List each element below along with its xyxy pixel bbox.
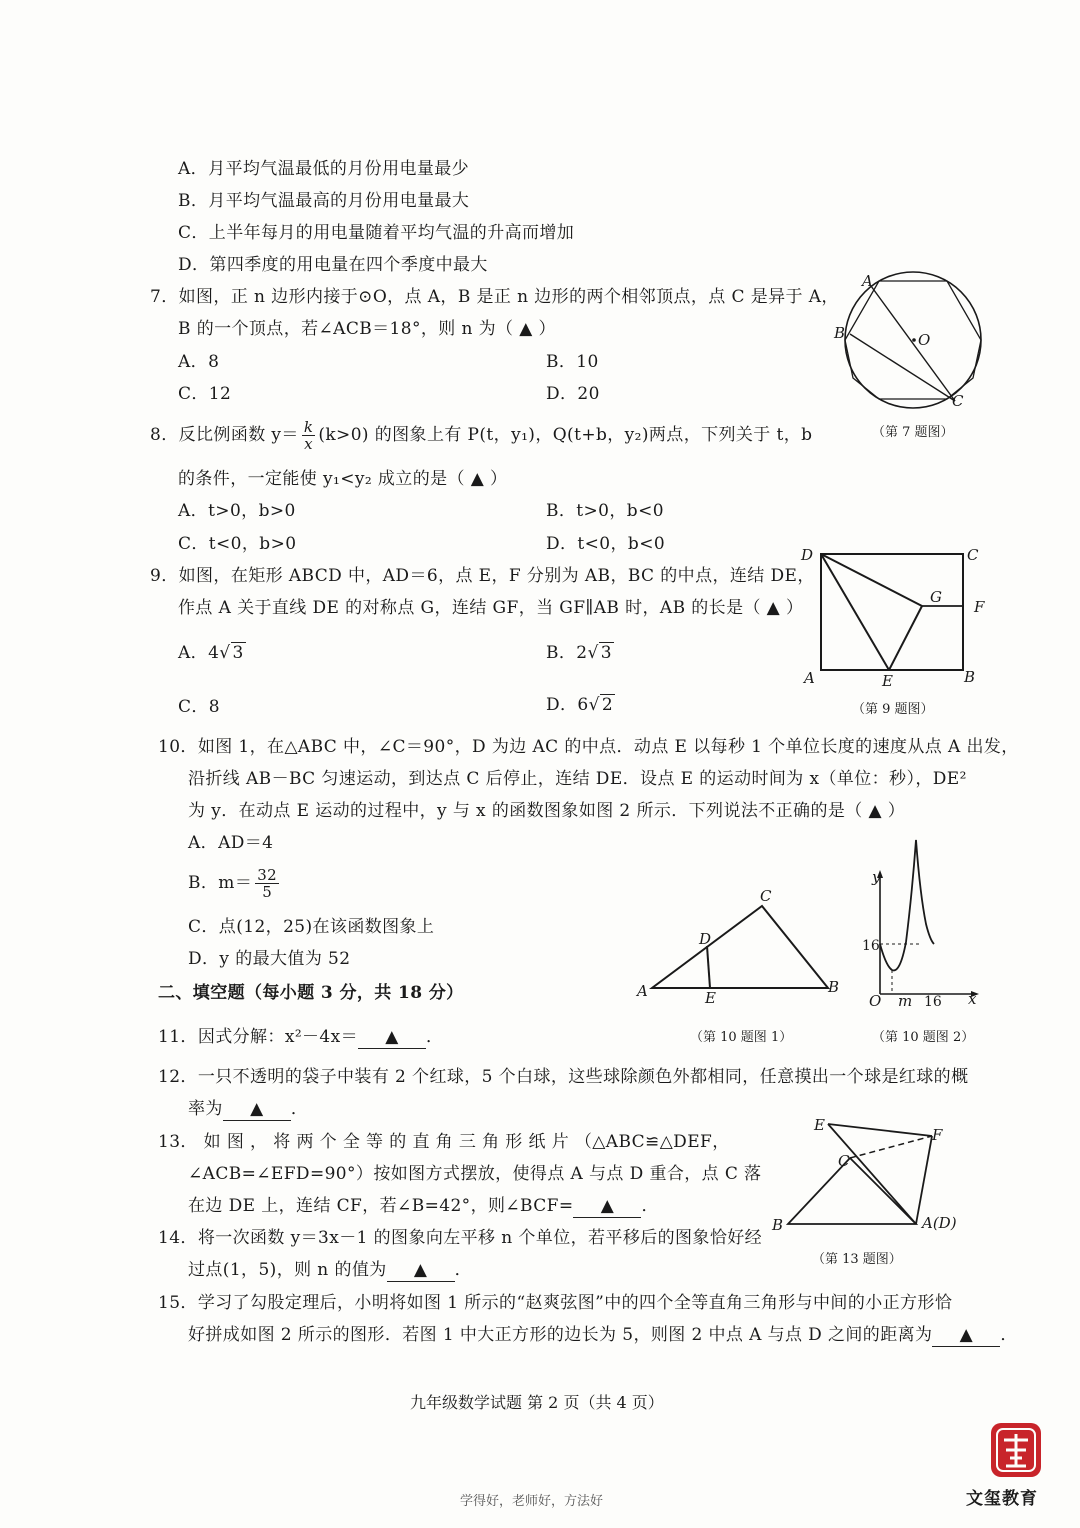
q10-option-c: C．点(12，25)在该函数图象上	[188, 917, 435, 937]
q10-fig2-label-o: O	[869, 992, 882, 1010]
q9-option-c: C．8	[178, 697, 221, 717]
q10-fig1-label-a: A	[637, 982, 648, 1000]
q10-stem-line1: 10．如图 1，在△ABC 中，∠C＝90°，D 为边 AC 的中点．动点 E 以每秒 1 个单位长度的速度从点 A 出发，	[158, 737, 1019, 757]
q9-label-g: G	[930, 588, 942, 606]
q13-label-e: E	[814, 1116, 825, 1134]
q10-caption1: （第 10 题图 1）	[690, 1030, 793, 1045]
q12-end: ．	[290, 1099, 309, 1119]
q12-answer-blank[interactable]: ▲	[223, 1098, 291, 1121]
q9-label-c: C	[967, 546, 979, 564]
q10-fig1-label-e: E	[705, 989, 716, 1007]
q13-stem-line2: ∠ACB=∠EFD=90°）按如图方式摆放，使得点 A 与点 D 重合，点 C 落	[188, 1164, 762, 1184]
q10-option-b-fraction	[255, 867, 279, 900]
q6-option-a: A．月平均气温最低的月份用电量最少	[178, 159, 470, 179]
q7-label-a: A	[862, 272, 873, 290]
q7-option-c: C．12	[178, 384, 232, 404]
q9-label-a: A	[804, 669, 815, 687]
q10-option-b-prefix: B．m＝	[188, 873, 253, 893]
q10-stem-line2: 沿折线 AB－BC 匀速运动，到达点 C 后停止，连结 DE．设点 E 的运动时间为 x（单位：秒），DE²	[188, 769, 967, 789]
q14-line2-prefix: 过点(1，5)，则 n 的值为	[188, 1260, 387, 1280]
q13-label-b: B	[772, 1216, 784, 1234]
q13-end: ．	[641, 1196, 659, 1216]
q9-label-e: E	[882, 672, 893, 690]
q6-option-c: C．上半年每月的用电量随着平均气温的升高而增加	[178, 223, 575, 243]
q7-label-b: B	[834, 324, 846, 342]
q9-caption: （第 9 题图）	[852, 702, 934, 717]
q9-label-d: D	[801, 546, 814, 564]
q14-answer-blank[interactable]: ▲	[387, 1259, 455, 1282]
section-title-fill-blank: 二、填空题（每小题 3 分，共 18 分）	[158, 983, 464, 1003]
q11-answer-blank[interactable]: ▲	[358, 1026, 426, 1049]
q12-stem-line1: 12．一只不透明的袋子中装有 2 个红球，5 个白球，这些球除颜色外都相同，任意摸出一个球是红球的概	[158, 1067, 969, 1087]
q7-stem-line1: 7．如图，正 n 边形内接于⊙O，点 A，B 是正 n 边形的两个相邻顶点，点 C 是异于 A，	[150, 287, 839, 307]
q7-label-o: O	[918, 331, 931, 349]
q9-figure	[796, 540, 996, 690]
q6-option-b: B．月平均气温最高的月份用电量最大	[178, 191, 470, 211]
q13-answer-blank[interactable]: ▲	[573, 1195, 641, 1218]
q10-fig2-label-x16: 16	[924, 994, 942, 1010]
q10-fig1-label-b: B	[828, 978, 840, 996]
q9-option-b: B．2√ 3	[546, 643, 612, 663]
q15-line2	[188, 1324, 1018, 1347]
q8-option-b: B．t>0，b<0	[546, 501, 664, 521]
q9-stem-line1: 9．如图，在矩形 ABCD 中，AD＝6，点 E，F 分别为 AB，BC 的中点，连结 DE，	[150, 566, 815, 586]
q8-stem-line1	[150, 418, 812, 452]
q10-fig2-label-m: m	[898, 992, 913, 1010]
q8-option-a: A．t>0，b>0	[178, 501, 296, 521]
q8-stem-line2: 的条件，一定能使 y₁<y₂ 成立的是（ ▲ ）	[178, 469, 508, 489]
q13-label-c: C	[838, 1152, 850, 1170]
q9-option-d-radicand: 2	[601, 695, 614, 715]
q13-line3	[188, 1195, 659, 1218]
q8-suffix: (k>0) 的图象上有 P(t，y₁)，Q(t+b，y₂)两点，下列关于 t，b	[318, 425, 813, 445]
q9-stem-line2: 作点 A 关于直线 DE 的对称点 G，连结 GF，当 GF∥AB 时，AB 的长是（ ▲ ）	[178, 598, 804, 618]
q13-figure	[766, 1112, 976, 1236]
q13-label-ad: A(D)	[922, 1214, 957, 1232]
q11-end: ．	[426, 1027, 444, 1047]
q6-option-d: D．第四季度的用电量在四个季度中最大	[178, 255, 488, 275]
q13-stem-line1: 13． 如 图 ， 将 两 个 全 等 的 直 角 三 角 形 纸 片 （△ABC≌△DEF，	[158, 1132, 730, 1152]
q9-option-d: D．6√ 2	[546, 695, 614, 715]
q9-option-b-coef: B．2	[546, 643, 588, 663]
q9-option-a: A．4√ 3	[178, 643, 244, 663]
q15-stem-line1: 15．学习了勾股定理后，小明将如图 1 所示的“赵爽弦图”中的四个全等直角三角形与中间的小正方形恰	[158, 1293, 953, 1313]
q8-frac-num: k	[303, 418, 314, 436]
q13-caption: （第 13 题图）	[812, 1252, 902, 1267]
q11-text: 11．因式分解：x²－4x＝	[158, 1027, 359, 1047]
q10-option-d: D．y 的最大值为 52	[188, 949, 351, 969]
q10-fig1-label-d: D	[699, 930, 712, 948]
q8-fraction	[302, 419, 316, 452]
q7-label-c: C	[952, 392, 964, 410]
q10-fig2-label-y16: 16	[862, 938, 880, 954]
q8-prefix: 8．反比例函数 y＝	[150, 425, 299, 445]
q15-end: ．	[1000, 1325, 1018, 1345]
q10-stem-line3: 为 y．在动点 E 运动的过程中，y 与 x 的函数图象如图 2 所示．下列说法不正确的是（ ▲ ）	[188, 801, 906, 821]
q7-stem-line2: B 的一个顶点，若∠ACB＝18°，则 n 为（ ▲ ）	[178, 319, 556, 339]
q8-frac-den: x	[304, 435, 314, 453]
q13-line3-prefix: 在边 DE 上，连结 CF，若∠B=42°，则∠BCF=	[188, 1196, 574, 1216]
q7-option-a: A．8	[178, 352, 220, 372]
slogan: 学得好，老师好，方法好	[460, 1494, 604, 1509]
q11	[158, 1026, 443, 1049]
page-footer: 九年级数学试题 第 2 页（共 4 页）	[410, 1393, 664, 1412]
q12-line2-prefix: 率为	[188, 1099, 223, 1119]
q10-fig2-label-x: x	[968, 990, 977, 1008]
q8-option-c: C．t<0，b>0	[178, 534, 297, 554]
q13-label-f: F	[932, 1126, 943, 1144]
q14-stem-line1: 14．将一次函数 y＝3x－1 的图象向左平移 n 个单位，若平移后的图象恰好经	[158, 1228, 763, 1248]
q7-figure	[828, 268, 998, 418]
brand-name: 文玺教育	[966, 1489, 1038, 1509]
q12-line2	[188, 1098, 308, 1121]
q15-answer-blank[interactable]: ▲	[932, 1324, 1000, 1347]
q10-option-b	[188, 864, 282, 902]
q15-line2-prefix: 好拼成如图 2 所示的图形．若图 1 中大正方形的边长为 5，则图 2 中点 A 与点 D 之间的距离为	[188, 1325, 933, 1345]
q9-option-a-radicand: 3	[232, 643, 244, 663]
q10-figure1	[632, 884, 842, 1007]
q10-fig1-label-c: C	[760, 887, 772, 905]
q9-option-a-coef: A．4	[178, 643, 220, 663]
q14-end: ．	[454, 1260, 473, 1280]
q9-label-f: F	[974, 598, 985, 616]
q10-caption2: （第 10 题图 2）	[872, 1030, 975, 1045]
brand-seal-logo	[988, 1420, 1044, 1480]
q9-option-d-coef: D．6	[546, 695, 589, 715]
q10-figure2	[860, 834, 988, 1010]
q10-option-a: A．AD＝4	[188, 833, 274, 853]
q7-option-d: D．20	[546, 384, 600, 404]
q8-option-d: D．t<0，b<0	[546, 534, 666, 554]
q10-frac-den: 5	[262, 883, 273, 901]
q7-option-b: B．10	[546, 352, 599, 372]
q9-option-b-radicand: 3	[600, 643, 612, 663]
q10-frac-num: 32	[257, 866, 278, 884]
q10-fig2-label-y: y	[872, 868, 881, 886]
q9-label-b: B	[964, 668, 976, 686]
q14-line2	[188, 1259, 472, 1282]
q7-caption: （第 7 题图）	[872, 425, 954, 440]
